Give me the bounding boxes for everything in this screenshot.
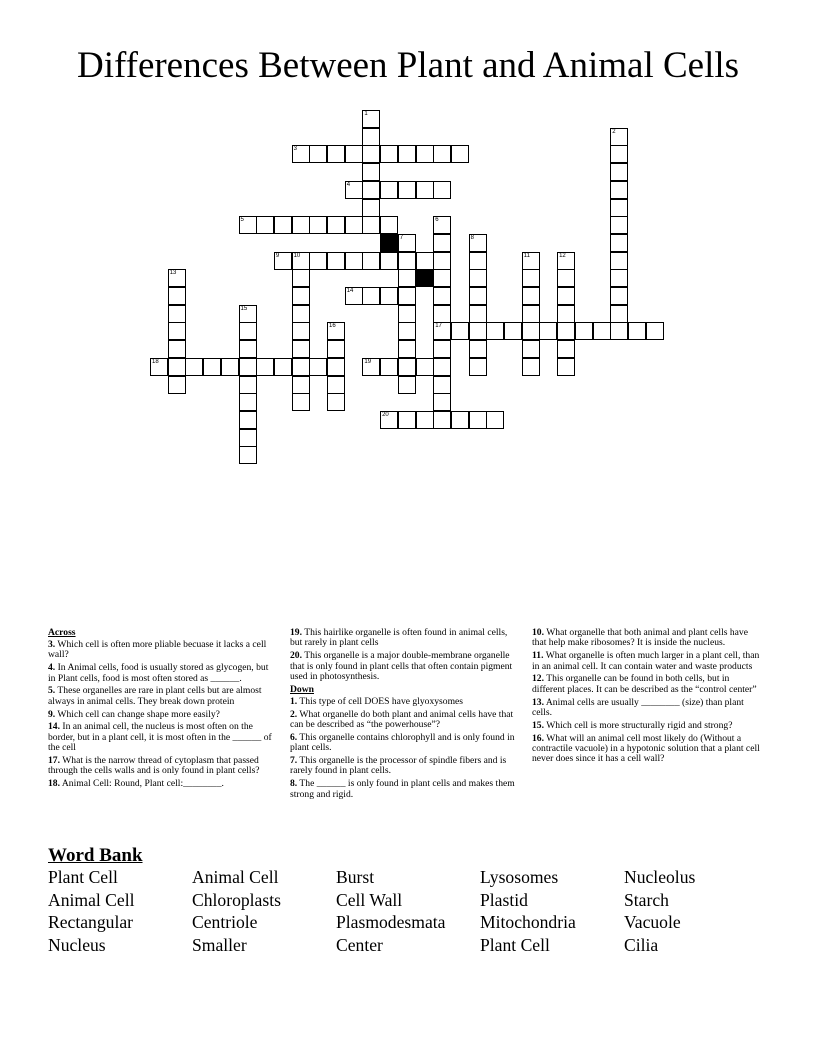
crossword-cell[interactable] xyxy=(433,216,451,234)
crossword-cell[interactable] xyxy=(345,252,363,270)
crossword-cell[interactable] xyxy=(628,322,646,340)
crossword-cell[interactable] xyxy=(398,252,416,270)
clue-across-14: 14. In an animal cell, the nucleus is most often on the border, but in a plant cell, it is most often in the ______ of the cell xyxy=(48,721,272,754)
crossword-cell[interactable] xyxy=(469,269,487,287)
word-bank-item: Smaller xyxy=(192,934,247,955)
crossword-cell[interactable] xyxy=(380,145,398,163)
crossword-cell[interactable] xyxy=(362,216,380,234)
word-bank-item: Starch xyxy=(624,889,669,910)
crossword-cell[interactable] xyxy=(433,234,451,252)
clue-number: 1 xyxy=(364,111,368,117)
clue-number: 20 xyxy=(382,411,389,418)
crossword-cell[interactable] xyxy=(522,358,540,376)
clue-number: 19 xyxy=(364,358,372,365)
clue-across-3: 3. Which cell is often more pliable becuase it lacks a cell wall? xyxy=(48,639,267,661)
crossword-cell[interactable] xyxy=(469,287,487,305)
crossword-cell[interactable] xyxy=(522,322,540,340)
crossword-cell[interactable] xyxy=(256,358,274,376)
crossword-cell[interactable] xyxy=(362,181,380,199)
crossword-cell[interactable] xyxy=(239,358,257,376)
across-heading: Across xyxy=(48,627,76,638)
crossword-cell[interactable] xyxy=(327,216,345,234)
crossword-cell[interactable] xyxy=(557,322,575,340)
clue-number: 13 xyxy=(169,270,177,277)
clue-down-10: 10. What organelle that both animal and plant cells have that help make ribosomes? It is inside the nucleus. xyxy=(532,627,748,649)
blocked-cell xyxy=(416,269,434,287)
crossword-cell[interactable] xyxy=(239,393,257,411)
word-bank-item: Vacuole xyxy=(624,912,681,933)
crossword-cell[interactable] xyxy=(362,128,380,146)
crossword-cell[interactable] xyxy=(362,199,380,217)
clue-down-12: 12. This organelle can be found in both cells, but in different places. It can be described as the “control center” xyxy=(532,673,757,695)
clue-across-17: 17. What is the narrow thread of cytoplasm that passed through the cells walls and is only found in plant cells? xyxy=(48,755,260,777)
crossword-cell[interactable] xyxy=(185,358,203,376)
word-bank-item: Burst xyxy=(336,867,375,887)
clue-down-13: 13. Animal cells are usually ________ (size) than plant cells. xyxy=(532,696,744,719)
clue-number: 3 xyxy=(293,146,297,153)
clue-number: 14 xyxy=(346,288,354,294)
word-bank-item: Cilia xyxy=(624,934,659,955)
crossword-cell[interactable] xyxy=(398,145,416,163)
crossword-cell[interactable] xyxy=(168,305,186,323)
crossword-cell[interactable] xyxy=(292,322,310,340)
crossword-cell[interactable] xyxy=(451,322,469,340)
crossword-cell[interactable] xyxy=(504,322,522,340)
crossword-cell[interactable] xyxy=(292,252,310,270)
crossword-cell[interactable] xyxy=(610,145,628,163)
crossword-cell[interactable] xyxy=(239,411,257,429)
crossword-cell[interactable] xyxy=(557,269,575,287)
clue-down-7: 7. This organelle is the processor of spindle fibers and is rarely found in plant cells. xyxy=(290,755,507,777)
crossword-cell[interactable] xyxy=(433,181,451,199)
crossword-cell[interactable] xyxy=(292,393,310,411)
clue-number: 7 xyxy=(399,234,404,241)
word-bank-item: Nucleus xyxy=(48,934,106,955)
crossword-cell[interactable] xyxy=(610,269,628,287)
crossword-cell[interactable] xyxy=(610,128,628,146)
crossword-cell[interactable] xyxy=(380,252,398,270)
clue-down-16: 16. What will an animal cell most likely do (Without a contractile vacuole) in a hypotonic solution that a plant cell never does since it has a cell wall? xyxy=(532,732,760,765)
crossword-cell[interactable] xyxy=(239,376,257,394)
crossword-cell[interactable] xyxy=(398,358,416,376)
word-bank-item: Plastid xyxy=(480,889,528,910)
crossword-cell[interactable] xyxy=(398,181,416,199)
clue-across-19: 19. This hairlike organelle is often found in animal cells, but rarely in plant cells xyxy=(290,627,508,649)
crossword-cell[interactable] xyxy=(469,340,487,358)
clue-number: 4 xyxy=(346,181,351,188)
crossword-cell[interactable] xyxy=(274,358,292,376)
crossword-cell[interactable] xyxy=(168,376,186,394)
crossword-cell[interactable] xyxy=(522,340,540,358)
crossword-cell[interactable] xyxy=(345,287,363,305)
crossword-cell[interactable] xyxy=(486,322,504,340)
word-bank-item: Nucleolus xyxy=(624,867,696,887)
crossword-cell[interactable] xyxy=(469,322,487,340)
crossword-cell[interactable] xyxy=(557,340,575,358)
clue-down-6: 6. This organelle contains chlorophyll and is only found in plant cells. xyxy=(290,731,515,754)
crossword-cell[interactable] xyxy=(380,411,398,429)
crossword-cell[interactable] xyxy=(433,305,451,323)
crossword-cell[interactable] xyxy=(469,305,487,323)
crossword-cell[interactable] xyxy=(292,376,310,394)
crossword-cell[interactable] xyxy=(433,393,451,411)
clue-number: 15 xyxy=(240,305,248,312)
crossword-cell[interactable] xyxy=(309,358,327,376)
crossword-cell[interactable] xyxy=(433,145,451,163)
crossword-cell[interactable] xyxy=(380,287,398,305)
word-bank-item: Chloroplasts xyxy=(192,889,281,910)
crossword-cell[interactable] xyxy=(522,269,540,287)
crossword-cell[interactable] xyxy=(292,216,310,234)
crossword-cell[interactable] xyxy=(575,322,593,340)
word-bank-item: Plant Cell xyxy=(48,867,118,887)
crossword-cell[interactable] xyxy=(433,322,451,340)
crossword-cell[interactable] xyxy=(557,252,575,270)
crossword-cell[interactable] xyxy=(292,358,310,376)
crossword-cell[interactable] xyxy=(256,216,274,234)
clue-number: 9 xyxy=(275,252,280,259)
word-bank-item: Animal Cell xyxy=(48,889,135,910)
page-title: Differences Between Plant and Animal Cells xyxy=(76,45,740,86)
crossword-cell[interactable] xyxy=(610,234,628,252)
down-heading: Down xyxy=(290,683,314,695)
blocked-cell xyxy=(380,234,398,252)
crossword-cell[interactable] xyxy=(239,429,257,447)
clue-number: 8 xyxy=(470,234,474,241)
clue-column-1 xyxy=(48,628,278,792)
crossword-cell[interactable] xyxy=(362,287,380,305)
crossword-cell[interactable] xyxy=(522,287,540,305)
crossword-cell[interactable] xyxy=(433,376,451,394)
crossword-cell[interactable] xyxy=(416,181,434,199)
crossword-cell[interactable] xyxy=(433,287,451,305)
crossword-cell[interactable] xyxy=(557,287,575,305)
crossword-cell[interactable] xyxy=(362,145,380,163)
word-bank-item: Centriole xyxy=(192,912,258,933)
crossword-cell[interactable] xyxy=(327,322,345,340)
crossword-cell[interactable] xyxy=(239,322,257,340)
crossword-cell[interactable] xyxy=(469,411,487,429)
crossword-cell[interactable] xyxy=(362,110,380,128)
crossword-cell[interactable] xyxy=(380,216,398,234)
crossword-cell[interactable] xyxy=(610,199,628,217)
clue-across-4: 4. In Animal cells, food is usually stored as glycogen, but in Plant cells, food is most often stored as ______. xyxy=(48,662,269,684)
crossword-cell[interactable] xyxy=(398,234,416,252)
clue-across-20: 20. This organelle is a major double-membrane organelle that is only found in plant cells that often contain pigment used in photosynthesis. xyxy=(290,650,513,683)
crossword-cell[interactable] xyxy=(646,322,664,340)
crossword-cell[interactable] xyxy=(522,305,540,323)
clue-down-15: 15. Which cell is more structurally rigid and strong? xyxy=(532,719,733,731)
crossword-cell[interactable] xyxy=(309,145,327,163)
crossword-cell[interactable] xyxy=(433,358,451,376)
crossword-cell[interactable] xyxy=(398,305,416,323)
crossword-cell[interactable] xyxy=(239,340,257,358)
crossword-cell[interactable] xyxy=(274,216,292,234)
crossword-cell[interactable] xyxy=(557,358,575,376)
crossword-cell[interactable] xyxy=(433,411,451,429)
clue-number: 16 xyxy=(329,323,336,330)
crossword-cell[interactable] xyxy=(362,252,380,270)
crossword-cell[interactable] xyxy=(610,252,628,270)
crossword-cell[interactable] xyxy=(239,305,257,323)
clue-column-3 xyxy=(532,628,764,767)
crossword-cell[interactable] xyxy=(168,269,186,287)
crossword-cell[interactable] xyxy=(610,181,628,199)
crossword-cell[interactable] xyxy=(593,322,611,340)
crossword-cell[interactable] xyxy=(309,216,327,234)
crossword-cell[interactable] xyxy=(398,269,416,287)
crossword-cell[interactable] xyxy=(610,322,628,340)
crossword-cell[interactable] xyxy=(309,252,327,270)
crossword-cell[interactable] xyxy=(610,287,628,305)
crossword-cell[interactable] xyxy=(203,358,221,376)
clue-number: 12 xyxy=(559,252,566,259)
crossword-cell[interactable] xyxy=(362,358,380,376)
word-bank-item: Lysosomes xyxy=(480,867,559,887)
crossword-cell[interactable] xyxy=(274,252,292,270)
crossword-cell[interactable] xyxy=(345,181,363,199)
crossword-cell[interactable] xyxy=(380,181,398,199)
crossword-cell[interactable] xyxy=(327,252,345,270)
crossword-cell[interactable] xyxy=(362,163,380,181)
clue-down-2: 2. What organelle do both plant and animal cells have that can be described as “the powerhouse”? xyxy=(290,708,514,731)
crossword-cell[interactable] xyxy=(451,145,469,163)
word-bank-item: Plasmodesmata xyxy=(336,912,446,933)
crossword-cell[interactable] xyxy=(239,216,257,234)
crossword-cell[interactable] xyxy=(469,252,487,270)
clue-number: 11 xyxy=(523,252,530,259)
word-bank-item: Plant Cell xyxy=(480,934,550,955)
crossword-cell[interactable] xyxy=(451,411,469,429)
crossword-cell[interactable] xyxy=(327,145,345,163)
clue-number: 18 xyxy=(152,358,159,365)
crossword-cell[interactable] xyxy=(292,340,310,358)
clue-number: 10 xyxy=(293,252,301,259)
crossword-cell[interactable] xyxy=(610,163,628,181)
word-bank-item: Animal Cell xyxy=(192,867,279,887)
clue-number: 5 xyxy=(240,217,244,224)
clue-across-9: 9. Which cell can change shape more easily? xyxy=(48,708,220,720)
crossword-cell[interactable] xyxy=(469,358,487,376)
clue-column-2 xyxy=(290,628,520,802)
crossword-cell[interactable] xyxy=(292,287,310,305)
word-bank-item: Cell Wall xyxy=(336,889,403,910)
clue-across-18: 18. Animal Cell: Round, Plant cell:________. xyxy=(48,778,224,790)
crossword-cell[interactable] xyxy=(557,305,575,323)
word-bank-item: Rectangular xyxy=(48,912,133,933)
crossword-cell[interactable] xyxy=(416,411,434,429)
clue-down-1: 1. This type of cell DOES have glyoxysomes xyxy=(290,695,464,707)
crossword-cell[interactable] xyxy=(292,269,310,287)
clue-number: 17 xyxy=(435,323,442,330)
clue-down-11: 11. What organelle is often much larger in a plant cell, than in an animal cell. It can contain water and waste products xyxy=(532,650,760,672)
crossword-cell[interactable] xyxy=(522,252,540,270)
crossword-cell[interactable] xyxy=(380,358,398,376)
crossword-cell[interactable] xyxy=(327,340,345,358)
crossword-cell[interactable] xyxy=(327,376,345,394)
crossword-cell[interactable] xyxy=(168,287,186,305)
crossword-cell[interactable] xyxy=(327,393,345,411)
crossword-grid[interactable] xyxy=(0,0,816,480)
crossword-cell[interactable] xyxy=(239,446,257,464)
clue-number: 2 xyxy=(612,128,616,135)
word-bank-title: Word Bank xyxy=(48,845,143,866)
crossword-cell[interactable] xyxy=(150,358,168,376)
crossword-cell[interactable] xyxy=(345,216,363,234)
word-bank-item: Center xyxy=(336,934,383,955)
crossword-cell[interactable] xyxy=(345,145,363,163)
crossword-cell[interactable] xyxy=(416,252,434,270)
crossword-cell[interactable] xyxy=(398,322,416,340)
crossword-cell[interactable] xyxy=(433,269,451,287)
word-bank-item: Mitochondria xyxy=(480,912,576,933)
crossword-cell[interactable] xyxy=(486,411,504,429)
clue-across-5: 5. These organelles are rare in plant cells but are almost always in animal cells. They break down protein xyxy=(48,685,262,707)
clue-number: 6 xyxy=(435,217,439,224)
crossword-cell[interactable] xyxy=(327,358,345,376)
crossword-cell[interactable] xyxy=(168,322,186,340)
crossword-cell[interactable] xyxy=(398,376,416,394)
crossword-cell[interactable] xyxy=(433,252,451,270)
crossword-cell[interactable] xyxy=(398,340,416,358)
crossword-cell[interactable] xyxy=(610,216,628,234)
crossword-cell[interactable] xyxy=(416,145,434,163)
word-bank xyxy=(48,866,768,956)
crossword-cell[interactable] xyxy=(292,145,310,163)
crossword-cell[interactable] xyxy=(539,322,557,340)
crossword-cell[interactable] xyxy=(221,358,239,376)
crossword-cell[interactable] xyxy=(168,358,186,376)
crossword-cell[interactable] xyxy=(416,358,434,376)
crossword-cell[interactable] xyxy=(469,234,487,252)
crossword-cell[interactable] xyxy=(610,305,628,323)
crossword-cell[interactable] xyxy=(433,340,451,358)
crossword-cell[interactable] xyxy=(398,411,416,429)
crossword-cell[interactable] xyxy=(398,287,416,305)
crossword-cell[interactable] xyxy=(168,340,186,358)
crossword-cell[interactable] xyxy=(292,305,310,323)
clue-down-8: 8. The ______ is only found in plant cells and makes them strong and rigid. xyxy=(290,778,515,800)
